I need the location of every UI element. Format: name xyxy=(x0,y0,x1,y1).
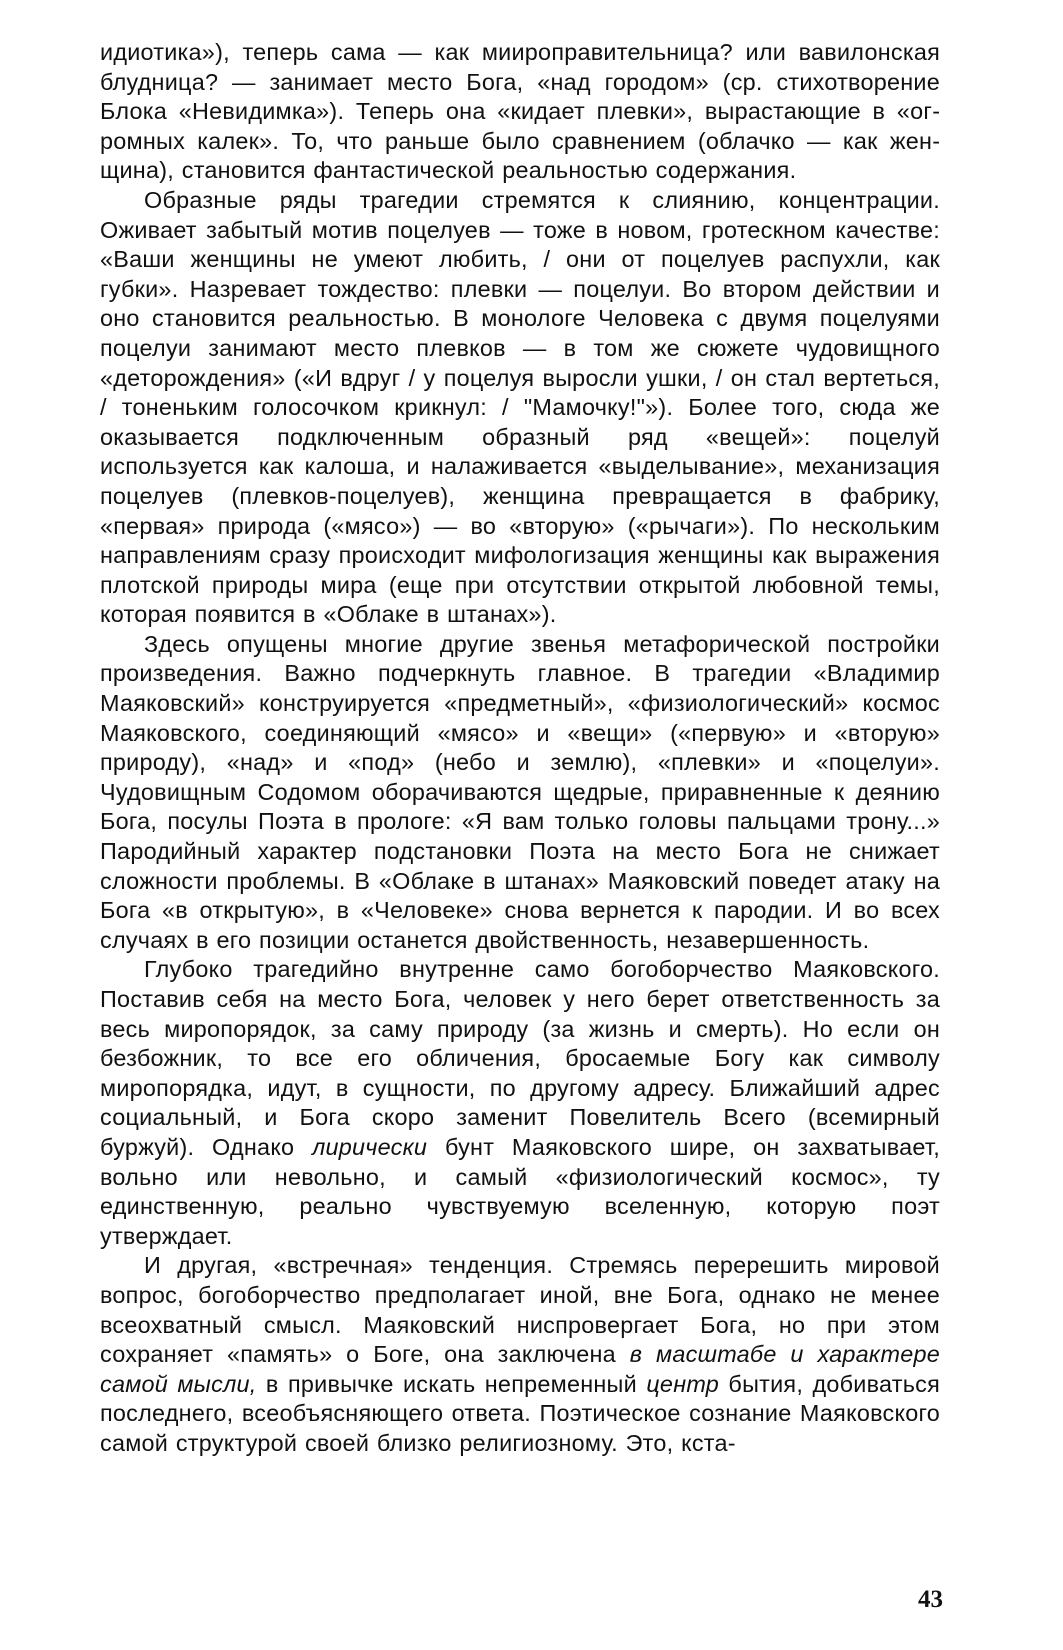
paragraph-5-text-c: бытия, добиваться последнего, всеобъясняющего ответа. Поэтическое сознание Маяковского самой структурой своей близко религиозному. Это, кста- xyxy=(100,1370,940,1456)
paragraph-2-text: Образные ряды трагедии стремятся к слиянию, концентрации. Оживает забытый мотив поцелуев — тоже в новом, гротескном качестве: «Ваши женщины не умеют любить, / они от поцелуев распухли, как губки». Назревает тождество: плевки — поцелуи. Во втором действии и оно становится реальностью. В монологе Человека с двумя поцелуями поцелуи занимают место плевков — в том же сюжете чудовищного «деторождения» («И вдруг / у поцелуя выросли ушки, / он стал вертеться, / тоненьким голосочком крикнул: / "Мамочку!"»). Более того, сюда же оказывается подключенным образный ряд «вещей»: поцелуй используется как калоша, и налаживается «выделывание», механизация поцелуев (плевков-поцелуев), женщина превращается в фабрику, «первая» природа («мясо») — во «вторую» («рычаги»). По нескольким направлениям сразу происходит мифологизация женщины как выражения плотской природы мира (еще при отсутствии открытой любовной темы, которая появится в «Облаке в штанах»). xyxy=(100,186,940,628)
paragraph-4-text-b: бунт Маяковского шире, он захватывает, вольно или невольно, и самый «физиологический космос», ту единственную, реально чувствуемую вселенную, которую поэт утверждает. xyxy=(100,1133,940,1249)
paragraph-5-italic-center: центр xyxy=(646,1370,720,1397)
paragraph-1-text: идиотика»), теперь сама — как миироправительница? или вавилонская блудница? — занимает место Бога, «над городом» (ср. стихотворение Блока «Невидимка»). Теперь она «кидает плевки», вырастающие в «огромных калек». То, что раньше было сравнением (облачко — как женщина), становится фантастической реальностью содержания. xyxy=(100,39,940,184)
paragraph-1 xyxy=(100,38,940,186)
paragraph-4-text-a: Глубоко трагедийно внутренне само богоборчество Маяковского. Поставив себя на место Бога, человек у него берет ответственность за весь миропорядок, за саму природу (за жизнь и смерть). Но если он безбожник, то все его обличения, бросаемые Богу как символу миропорядка, идут, в сущности, по другому адресу. Ближайший адрес социальный, и Бога скоро заменит Повелитель Всего (всемирный буржуй). Однако xyxy=(100,956,940,1160)
page-body xyxy=(100,38,940,1459)
paragraph-5-italic-scale: в масштабе и характере самой мысли, xyxy=(100,1341,940,1397)
paragraph-4 xyxy=(100,955,940,1251)
paragraph-5-text-a: И другая, «встречная» тенденция. Стремясь перерешить мировой вопрос, богоборчество предполагает иной, вне Бога, однако не менее всеохватный смысл. Маяковский ниспровергает Бога, но при этом сохраняет «память» о Боге, она заключена xyxy=(100,1252,940,1368)
paragraph-5 xyxy=(100,1251,940,1458)
paragraph-4-italic-lyrically: лирически xyxy=(312,1133,428,1160)
page-number: 43 xyxy=(918,1586,943,1613)
paragraph-2 xyxy=(100,186,940,630)
paragraph-3 xyxy=(100,630,940,956)
paragraph-3-text: Здесь опущены многие другие звенья метафорической постройки произведения. Важно подчеркнуть главное. В трагедии «Владимир Маяковский» конструируется «предметный», «физиологический» космос Маяковского, соединяющий «мясо» и «вещи» («первую» и «вторую» природу), «над» и «под» (небо и землю), «плевки» и «поцелуи». Чудовищным Содомом оборачиваются щедрые, приравненные к деянию Бога, посулы Поэта в прологе: «Я вам только головы пальцами трону...» Пародийный характер подстановки Поэта на место Бога не снижает сложности проблемы. В «Облаке в штанах» Маяковский поведет атаку на Бога «в открытую», в «Человеке» снова вернется к пародии. И во всех случаях в его позиции останется двойственность, незавершенность. xyxy=(100,630,940,953)
paragraph-5-text-b: в привычке искать непременный xyxy=(256,1370,647,1397)
